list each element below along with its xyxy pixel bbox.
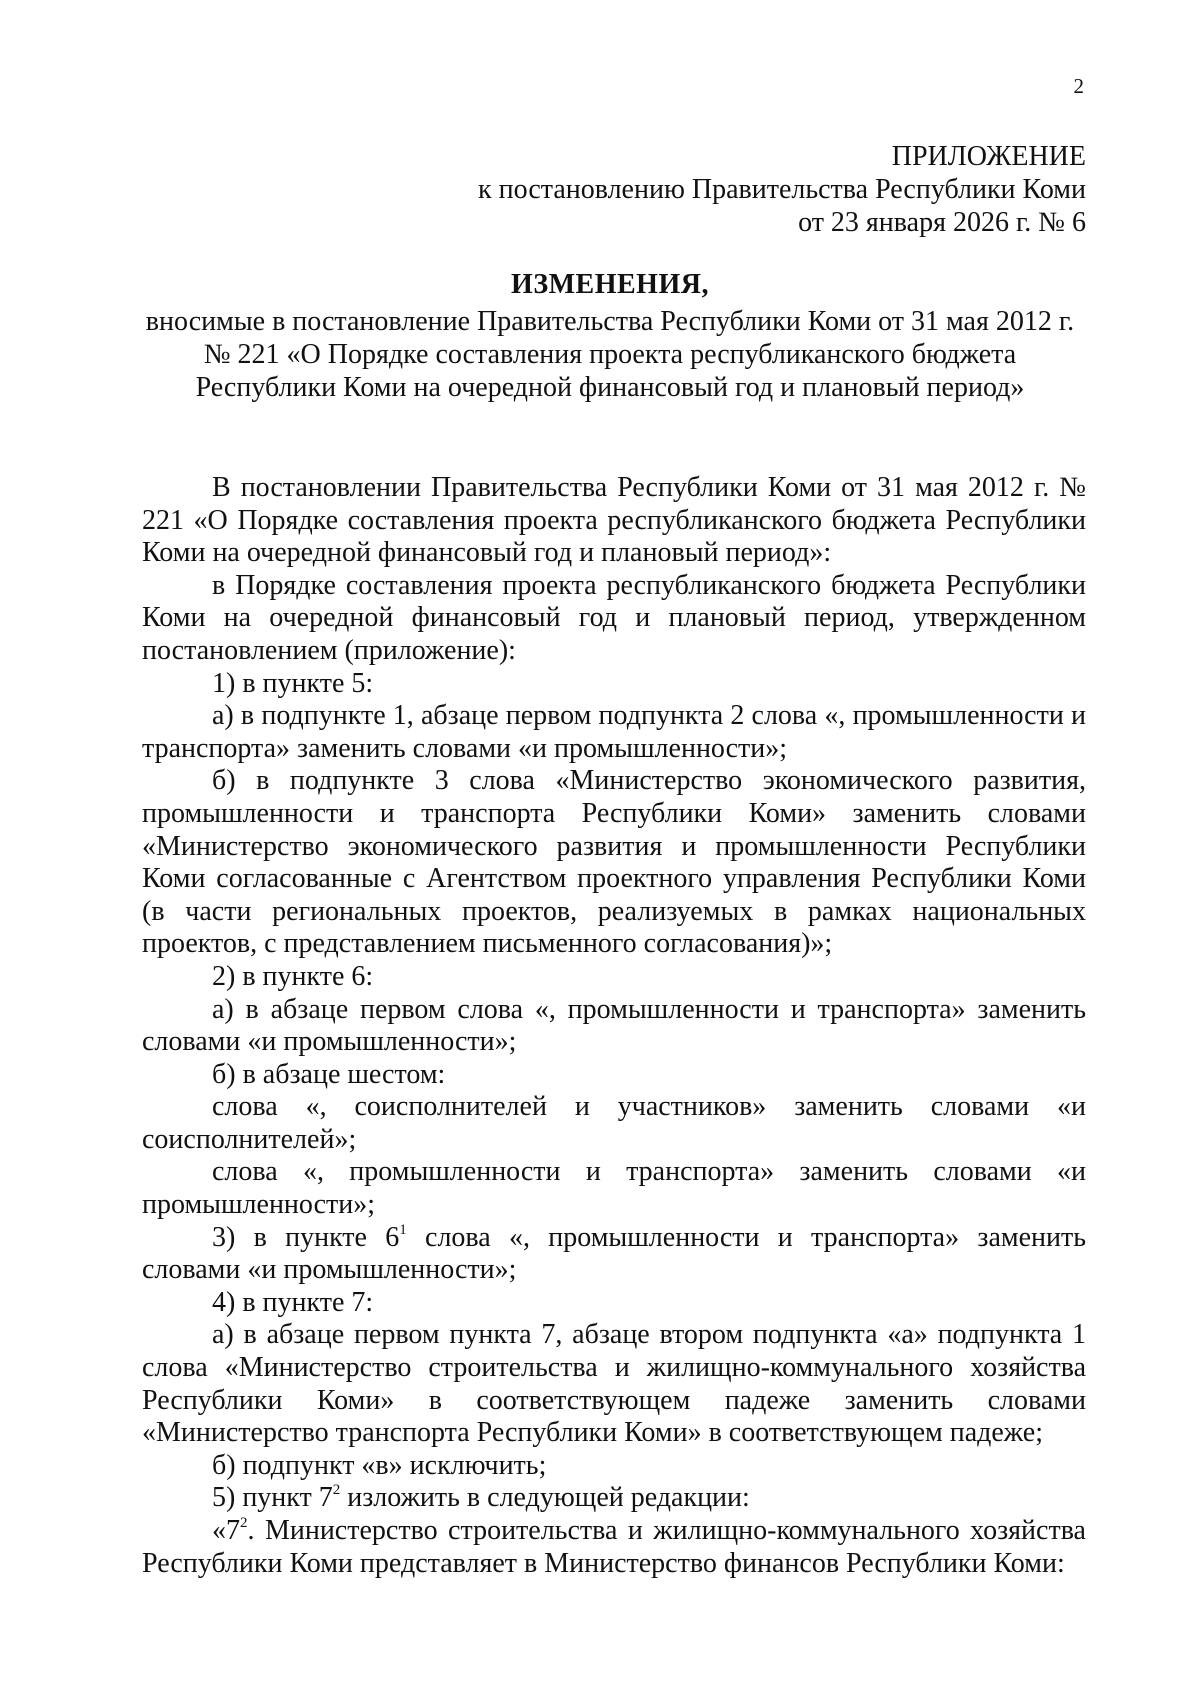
- item-5-superscript: 2: [332, 1482, 341, 1499]
- paragraph-item-2b-words-2: слова «, промышленности и транспорта» заменить словами «и промышленности»;: [142, 1156, 1086, 1221]
- item-7-2-superscript: 2: [240, 1515, 248, 1531]
- item-7-2-text-end: . Министерство строительства и жилищно-коммунального хозяйства Республики Коми представляет в Министерство финансов Республики Коми:: [142, 1515, 1086, 1579]
- paragraph-intro: В постановлении Правительства Республики Коми от 31 мая 2012 г. № 221 «О Порядке составления проекта республиканского бюджета Республики Коми на очередной финансовый год и плановый период»:: [142, 472, 1086, 569]
- paragraph-item-2: 2) в пункте 6:: [212, 960, 374, 992]
- document-heading: [140, 268, 1080, 404]
- page-number: 2: [1073, 74, 1084, 98]
- paragraph-item-1b: б) в подпункте 3 слова «Министерство экономического развития, промышленности и транспорта Республики Коми» заменить словами «Министерство экономического развития и промышленности Республики Коми согласованные с Агентством проектного управления Республики Коми (в части региональных проектов, реализуемых в рамках национальных проектов, с представлением письменного согласования)»;: [142, 765, 1086, 960]
- item-3-text-end: слова «, промышленности и транспорта» заменить словами «и промышленности»;: [142, 1221, 1086, 1286]
- paragraph-item-2b: б) в абзаце шестом:: [212, 1058, 446, 1090]
- paragraph-item-1a: а) в подпункте 1, абзаце первом подпункта 2 слова «, промышленности и транспорта» заменить словами «и промышленности»;: [142, 700, 1086, 764]
- paragraph-item-2a: а) в абзаце первом слова «, промышленности и транспорта» заменить словами «и промышленности»;: [142, 993, 1086, 1058]
- paragraph-item-3: [142, 1222, 1086, 1287]
- paragraph-item-1: 1) в пункте 5:: [212, 667, 374, 699]
- item-5-text-end: изложить в следующей редакции:: [340, 1482, 750, 1514]
- item-7-2-text-start: «7: [212, 1515, 240, 1546]
- appendix-reference: к постановлению Правительства Республики Коми: [478, 174, 1086, 205]
- item-5-text-start: 5) пункт 7: [212, 1482, 333, 1514]
- item-3-superscript: 1: [399, 1221, 407, 1238]
- heading-title: ИЗМЕНЕНИЯ,: [511, 269, 709, 300]
- paragraph-item-2b-words-1: слова «, соисполнителей и участников» заменить словами «и соисполнителей»;: [142, 1091, 1086, 1155]
- paragraph-item-5: [142, 1482, 1086, 1515]
- paragraph-item-7-2: [142, 1515, 1086, 1580]
- paragraph-procedure: в Порядке составления проекта республиканского бюджета Республики Коми на очередной финансовый год и плановый период, утвержденном постановлением (приложение):: [142, 569, 1086, 666]
- appendix-title: ПРИЛОЖЕНИЕ: [891, 141, 1086, 172]
- item-3-text-start: 3) в пункте 6: [212, 1221, 400, 1253]
- document-body: [142, 472, 1086, 1580]
- paragraph-item-4b: б) подпункт «в» исключить;: [212, 1449, 547, 1481]
- heading-subtitle: вносимые в постановление Правительства Республики Коми от 31 мая 2012 г. № 221 «О Порядке составления проекта республиканского бюджета Республики Коми на очередной финансовый год и плановый период»: [145, 306, 1075, 403]
- paragraph-item-4: 4) в пункте 7:: [212, 1286, 374, 1318]
- appendix-block: [478, 140, 1086, 239]
- paragraph-item-4a: а) в абзаце первом пункта 7, абзаце втором подпункта «а» подпункта 1 слова «Министерство строительства и жилищно-коммунального хозяйства Республики Коми» в соответствующем падеже заменить словами «Министерство транспорта Республики Коми» в соответствующем падеже;: [142, 1319, 1086, 1449]
- appendix-date: от 23 января 2026 г. № 6: [798, 207, 1086, 238]
